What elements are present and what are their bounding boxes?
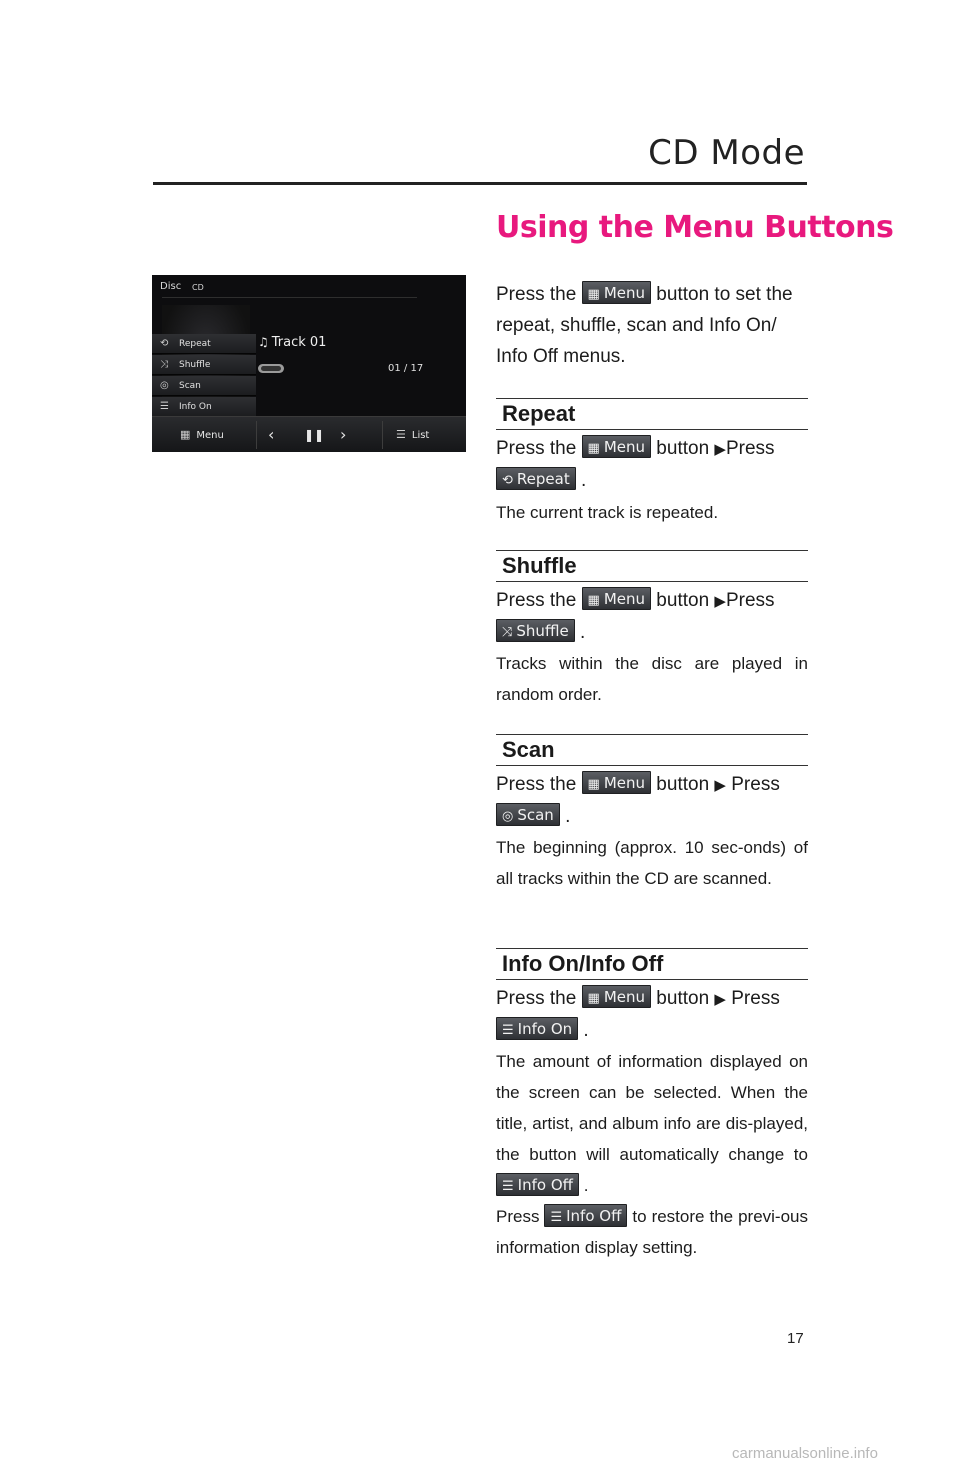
screen-menu-shuffle — [152, 355, 256, 375]
cd-screen-image — [152, 275, 466, 452]
shuffle-icon: ⤨ — [160, 359, 168, 370]
info-off-button-glyph: ☰ Info Off — [544, 1204, 627, 1227]
info-icon: ☰ — [502, 1023, 514, 1039]
screen-separator — [162, 297, 417, 298]
screen-menu-repeat — [152, 334, 256, 354]
menu-grid-icon: ▦ — [587, 441, 600, 457]
info-icon: ☰ — [502, 1179, 514, 1195]
screen-menu-scan — [152, 376, 256, 396]
scan-button-glyph: ◎ Scan — [496, 803, 560, 826]
screen-bottom-bar — [152, 416, 466, 452]
divider — [382, 421, 383, 449]
repeat-button-glyph: ⟲ Repeat — [496, 467, 576, 490]
scan-description: The beginning (approx. 10 sec-onds) of all tracks within the CD are scanned. — [496, 838, 808, 888]
header-rule — [153, 182, 807, 185]
repeat-icon: ⟲ — [160, 338, 169, 349]
screen-list-button: ☰ List — [396, 428, 430, 441]
music-note-icon: ♫ — [258, 335, 269, 349]
menu-grid-icon: ▦ — [587, 777, 600, 793]
menu-grid-icon: ▦ — [587, 287, 600, 303]
repeat-instruction: Press the ▦ Menu button ▶Press ⟲ Repeat . — [496, 433, 808, 496]
subheading-shuffle: Shuffle — [496, 550, 808, 582]
scan-instruction: Press the ▦ Menu button ▶ Press ◎ Scan . — [496, 769, 808, 832]
chapter-title: CD Mode — [648, 133, 805, 173]
shuffle-icon: ⤨ — [502, 625, 513, 641]
prev-icon: ‹ — [268, 425, 275, 444]
info-icon: ☰ — [160, 401, 169, 412]
screen-menu-label: Scan — [179, 381, 201, 391]
screen-top-bar — [152, 275, 466, 299]
disc-badge-icon — [258, 364, 284, 373]
screen-menu-button: ▦ Menu — [180, 428, 224, 441]
divider — [256, 421, 257, 449]
info-off-button-glyph: ☰ Info Off — [496, 1173, 579, 1196]
screen-menu-label: Info On — [179, 402, 212, 412]
screen-menu-label: Shuffle — [179, 360, 211, 370]
menu-button-glyph: ▦ Menu — [582, 281, 651, 304]
repeat-description: The current track is repeated. — [496, 503, 719, 522]
screen-cd-label: CD — [192, 283, 204, 292]
scan-icon: ◎ — [502, 809, 514, 825]
subheading-repeat: Repeat — [496, 398, 808, 430]
screen-disc-label: Disc — [160, 281, 182, 292]
intro-paragraph: Press the ▦ Menu button to set the repeat, shuffle, scan and Info On/ Info Off menus. — [496, 279, 808, 372]
menu-button-glyph: ▦ Menu — [582, 435, 651, 458]
watermark: carmanualsonline.info — [732, 1445, 878, 1462]
track-counter: 01 / 17 — [388, 363, 424, 374]
section-title: Using the Menu Buttons — [496, 210, 894, 245]
shuffle-instruction: Press the ▦ Menu button ▶Press ⤨ Shuffle . — [496, 585, 808, 648]
menu-grid-icon: ▦ — [180, 428, 191, 441]
menu-button-glyph: ▦ Menu — [582, 985, 651, 1008]
shuffle-button-glyph: ⤨ Shuffle — [496, 619, 575, 642]
menu-button-glyph: ▦ Menu — [582, 587, 651, 610]
screen-menu-info — [152, 397, 256, 417]
track-title — [258, 335, 326, 350]
screen-menu-label: Repeat — [179, 339, 211, 349]
subheading-info: Info On/Info Off — [496, 948, 808, 980]
scan-icon: ◎ — [160, 380, 169, 391]
list-icon: ☰ — [396, 428, 406, 441]
info-on-button-glyph: ☰ Info On — [496, 1017, 578, 1040]
menu-grid-icon: ▦ — [587, 991, 600, 1007]
menu-grid-icon: ▦ — [587, 593, 600, 609]
shuffle-description: Tracks within the disc are played in random order. — [496, 654, 808, 704]
info-icon: ☰ — [550, 1210, 563, 1226]
repeat-icon: ⟲ — [502, 473, 513, 489]
page-number: 17 — [787, 1330, 804, 1347]
next-icon: › — [340, 425, 347, 444]
menu-button-glyph: ▦ Menu — [582, 771, 651, 794]
info-description: The amount of information displayed on the screen can be selected. When the title, artist, and album info are dis-played, the button will automatically change to ☰ Info Off . Press ☰ Info Off to restore the previ-ous information display setting. — [496, 1052, 809, 1257]
info-instruction: Press the ▦ Menu button ▶ Press ☰ Info On . — [496, 983, 808, 1046]
subheading-scan: Scan — [496, 734, 808, 766]
pause-icon: ❚❚ — [304, 428, 325, 442]
track-label: Track 01 — [271, 335, 327, 350]
